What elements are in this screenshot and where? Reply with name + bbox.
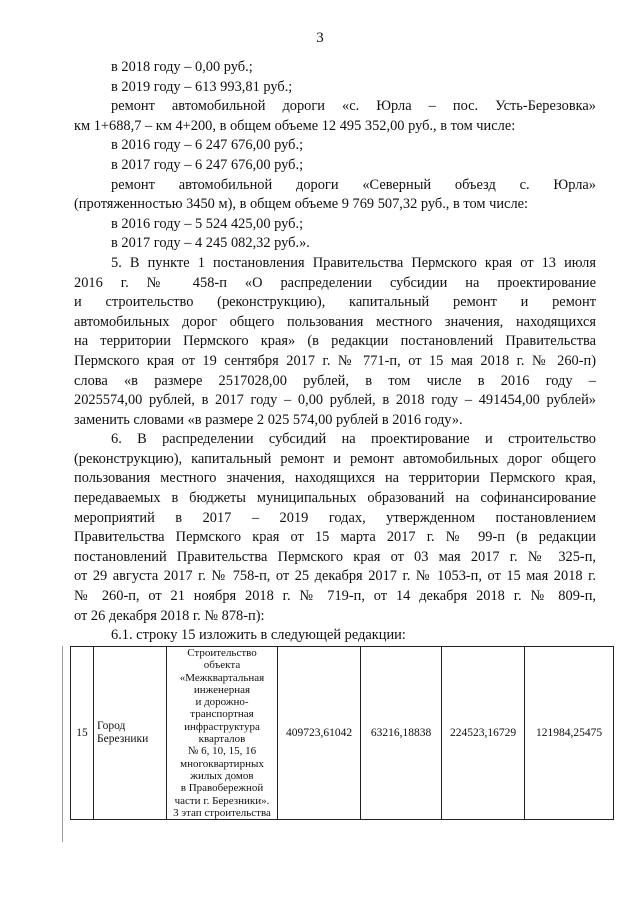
text-line: в 2019 году – 613 993,81 руб.; <box>111 78 293 95</box>
text-line: (реконструкцию), капитальный ремонт и ремонт автомобильных дорог общего <box>74 450 596 467</box>
value-cell-2019: 121984,25475 <box>525 647 614 820</box>
text-line: мероприятий в 2017 – 2019 годах, утвержденном постановлением <box>74 509 596 526</box>
text-line: № 260-п, от 21 ноября 2018 г. № 719-п, от 14 декабря 2018 г. № 809-п, <box>74 588 596 605</box>
object-line: и дорожно- <box>195 696 249 709</box>
text-line: слова «в размере 2517028,00 рублей, в том числе в 2016 году – <box>74 372 596 389</box>
object-line: № 6, 10, 15, 16 <box>187 745 257 758</box>
object-line: в Правобережной <box>180 782 264 795</box>
object-line: Строительство <box>187 647 257 659</box>
text-line: Пермского края от 19 сентября 2017 г. № 771-п, от 15 мая 2018 г. № 260-п) <box>74 352 596 369</box>
page-number: 3 <box>316 30 324 46</box>
text-line: в 2018 году – 0,00 руб.; <box>111 59 253 75</box>
text-line: 5. В пункте 1 постановления Правительства Пермского края от 13 июля <box>111 254 596 271</box>
text-line: пользования местного значения, находящихся на территории Пермского края, <box>74 470 596 487</box>
object-line: «Межквартальная <box>179 671 265 684</box>
document-body <box>74 58 596 646</box>
text-line: в 2016 году – 5 524 425,00 руб.; <box>111 215 304 232</box>
text-line: (протяженностью 3450 м), в общем объеме 9 769 507,32 руб., в том числе: <box>74 196 529 213</box>
text-line: и строительство (реконструкцию), капитальный ремонт и ремонт <box>74 294 596 311</box>
text-line: в 2016 году – 6 247 676,00 руб.; <box>111 137 304 154</box>
text-line: ремонт автомобильной дороги «с. Юрла – пос. Усть-Березовка» <box>111 98 596 115</box>
text-line: 6.1. строку 15 изложить в следующей редакции: <box>111 627 406 644</box>
object-cell <box>167 647 278 820</box>
object-line: объекта <box>203 659 241 672</box>
text-line: автомобильных дорог общего пользования местного значения, находящихся <box>74 313 596 330</box>
text-line: заменить словами «в размере 2 025 574,00 рублей в 2016 году». <box>74 411 463 428</box>
text-line: в 2017 году – 4 245 082,32 руб.». <box>111 235 310 252</box>
object-line: транспортная <box>190 708 254 721</box>
text-line: в 2017 году – 6 247 676,00 руб.; <box>111 156 304 173</box>
value-cell-total: 409723,61042 <box>278 647 361 820</box>
subsidy-table <box>70 646 614 820</box>
text-line: на территории Пермского края» (в редакции постановлений Правительства <box>74 333 596 350</box>
object-line: многоквартирных <box>180 757 264 770</box>
margin-rule <box>62 646 63 842</box>
object-line: жилых домов <box>190 769 254 782</box>
text-line: км 1+688,7 – км 4+200, в общем объеме 12 495 352,00 руб., в том числе: <box>74 117 516 134</box>
municipality-cell: Город Березники <box>94 647 167 820</box>
object-line: кварталов <box>198 733 246 746</box>
text-line: 6. В распределении субсидий на проектирование и строительство <box>111 431 596 448</box>
text-line: от 29 августа 2017 г. № 758-п, от 25 декабря 2017 г. № 1053-п, от 15 мая 2018 г. <box>74 568 596 585</box>
text-line: ремонт автомобильной дороги «Северный объезд с. Юрла» <box>111 176 596 193</box>
text-line: постановлений Правительства Пермского края от 03 мая 2017 г. № 325-п, <box>74 548 596 565</box>
text-line: 2025574,00 рублей, в 2017 году – 0,00 рублей, в 2018 году – 491454,00 рублей» <box>74 392 596 409</box>
object-line: части г. Березники». <box>174 794 270 807</box>
text-line: от 26 декабря 2018 г. № 878-п): <box>74 607 265 624</box>
table-row <box>71 647 614 820</box>
value-cell-2018: 224523,16729 <box>442 647 525 820</box>
text-line: Правительства Пермского края от 15 марта 2017 г. № 99-п (в редакции <box>74 529 596 546</box>
value-cell-2017: 63216,18838 <box>361 647 442 820</box>
text-line: передаваемых в бюджеты муниципальных образований на софинансирование <box>74 490 596 507</box>
object-line: инфраструктура <box>184 720 260 733</box>
text-line: 2016 г. № 458-п «О распределении субсидии на проектирование <box>74 274 596 291</box>
object-line: инженерная <box>193 683 251 696</box>
object-line: 3 этап строительства <box>173 806 271 819</box>
row-number-cell: 15 <box>71 647 94 820</box>
